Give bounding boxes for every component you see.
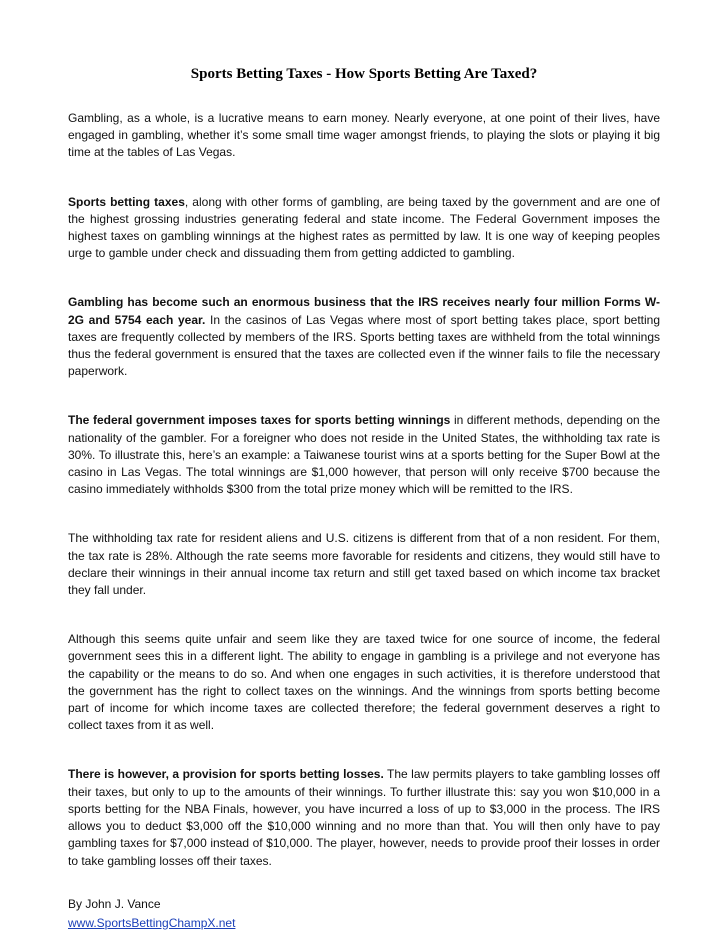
paragraph-text: Although this seems quite unfair and seem like they are taxed twice for one source of income, the federal government sees this in a different light. The ability to engage in gambling is a privilege and not everyone has the capability or the means to do so. And when one engages in such activities, it is therefore understood that the government has the right to collect taxes on the winnings. And the winnings from sports betting become part of income for which income taxes are collected therefore; the federal government deserves a right to collect taxes from it as well. [68, 632, 660, 733]
paragraph-federal-taxes [68, 412, 660, 498]
paragraph-irs-forms [68, 294, 660, 380]
paragraph-lead: Sports betting taxes [68, 194, 185, 209]
paragraph-losses [68, 766, 660, 869]
paragraph-text: in different methods, depending on the nationality of the gambler. For a foreigner who does not reside in the United States, the withholding tax rate is 30%. To illustrate this, here’s an example: a Taiwanese tourist wins at a sports betting for the Super Bowl at the casino in Las Vegas. The total winnings are $1,000 however, that person will only receive $700 because the casino immediately withholds $300 from the total prize money which will be remitted to the IRS. [68, 413, 660, 497]
paragraph-lead: The federal government imposes taxes for sports betting winnings [68, 413, 451, 428]
author-byline: By John J. Vance [68, 896, 161, 911]
document-body [68, 110, 660, 932]
paragraph-sports-betting-taxes [68, 194, 660, 263]
paragraph-text: The withholding tax rate for resident aliens and U.S. citizens is different from that of a non resident. For them, the tax rate is 28%. Although the rate seems more favorable for residents and citizens, they would still have to declare their winnings in their annual income tax return and still get taxed based on which income tax bracket they fall under. [68, 531, 660, 598]
paragraph-resident-rate [68, 530, 660, 599]
paragraph-text: , along with other forms of gambling, are being taxed by the government and are one of the highest grossing industries generating federal and state income. The Federal Government imposes the highest taxes on gambling winnings at the highest rates as permitted by law. It is one way of keeping peoples urge to gamble under check and dissuading them from getting addicted to gambling. [68, 194, 660, 261]
paragraph-intro [68, 110, 660, 162]
paragraph-lead: There is however, a provision for sports betting losses. [68, 767, 384, 782]
paragraph-lead: Gambling has become such an enormous business that the IRS receives nearly four million Forms W-2G and 5754 each year. [68, 295, 660, 327]
paragraph-text: Gambling, as a whole, is a lucrative means to earn money. Nearly everyone, at one point of their lives, have engaged in gambling, whether it’s some small time wager amongst friends, to playing the slots or playing it big time at the tables of Las Vegas. [68, 111, 660, 160]
paragraph-text: In the casinos of Las Vegas where most of sport betting takes place, sport betting taxes are frequently collected by members of the IRS. Sports betting taxes are withheld from the total winnings thus the federal government is ensured that the taxes are collected even if the winner fails to file the necessary paperwork. [68, 312, 661, 379]
document-title: Sports Betting Taxes - How Sports Betting Are Taxed? [190, 66, 538, 82]
paragraph-text: The law permits players to take gambling losses off their taxes, but only to up to the amounts of their winnings. To further illustrate this: say you won $10,000 in a sports betting for the NBA Finals, however, you have incurred a loss of up to $3,000 in the process. The IRS allows you to deduct $3,000 off the $10,000 winning and no more than that. You will then only have to pay gambling taxes for $7,000 instead of $10,000. The player, however, needs to provide proof their losses in order to take gambling losses off their taxes. [68, 767, 660, 868]
website-link[interactable]: www.SportsBettingChampX.net [68, 915, 236, 930]
paragraph-fairness [68, 631, 660, 734]
